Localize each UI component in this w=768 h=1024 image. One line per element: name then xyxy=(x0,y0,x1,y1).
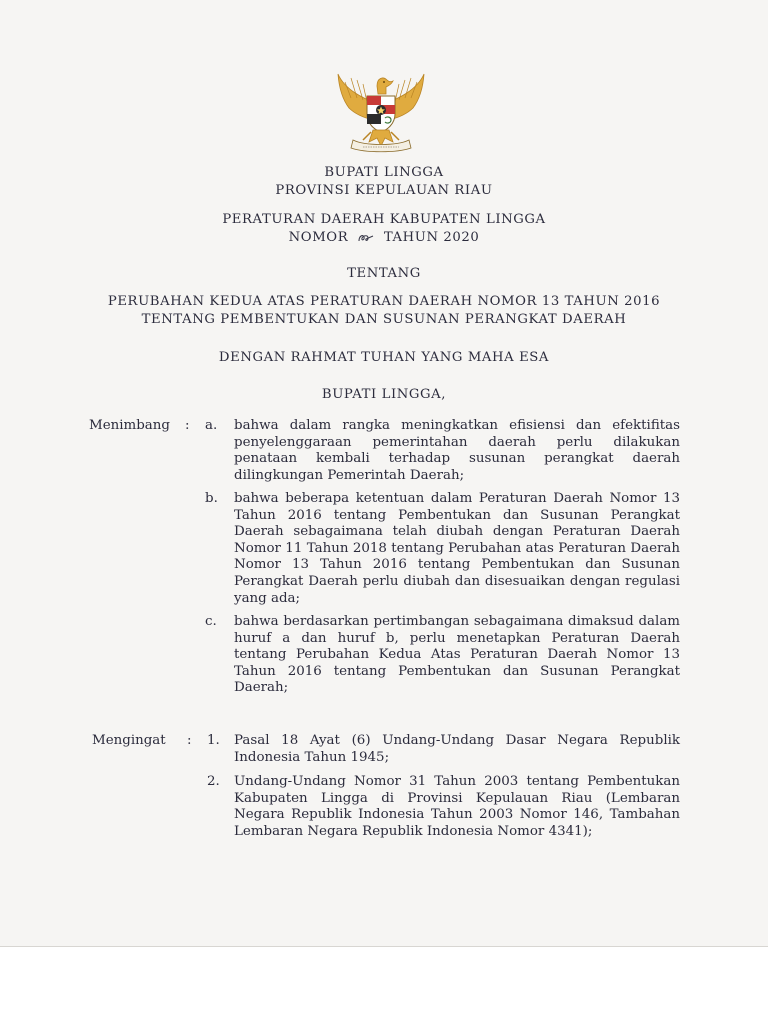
mengingat-marker-1: 1. xyxy=(207,733,220,748)
nomor-prefix: NOMOR xyxy=(288,230,349,245)
mengingat-item-2: Undang-Undang Nomor 31 Tahun 2003 tentang Pembentukan Kabupaten Lingga di Provinsi Kepulauan Riau (Lembaran Negara Republik Indonesia Tahun 2003 Nomor 146, Tambahan Lembaran Negara Republik Indonesia Nomor 4341); xyxy=(234,774,680,839)
regulation-title-line-2: TENTANG PEMBENTUKAN DAN SUSUNAN PERANGKAT DAERAH xyxy=(141,312,627,327)
menimbang-item-c: bahwa berdasarkan pertimbangan sebagaimana dimaksud dalam huruf a dan huruf b, perlu menetapkan Peraturan Daerah tentang Perubahan Kedua Atas Peraturan Daerah Nomor 13 Tahun 2016 tentang Pembentukan dan Susunan Perangkat Daerah; xyxy=(234,614,680,696)
menimbang-item-b: bahwa beberapa ketentuan dalam Peraturan Daerah Nomor 13 Tahun 2016 tentang Pembentukan dan Susunan Perangkat Daerah sebagaimana telah diubah dengan Peraturan Daerah Nomor 11 Tahun 2018 tentang Perubahan atas Peraturan Daerah Nomor 13 Tahun 2016 tentang Pembentukan dan Susunan Perangkat Daerah perlu diubah dan disesuaikan dengan regulasi yang ada; xyxy=(234,491,680,606)
mengingat-label: Mengingat xyxy=(92,733,166,748)
handwritten-number-mark-icon xyxy=(357,233,375,243)
issuer-province: PROVINSI KEPULAUAN RIAU xyxy=(275,183,493,198)
menimbang-marker-a: a. xyxy=(205,418,218,433)
regulation-title-line-1: PERUBAHAN KEDUA ATAS PERATURAN DAERAH NOMOR 13 TAHUN 2016 xyxy=(107,294,661,309)
mengingat-colon: : xyxy=(187,733,192,748)
mengingat-item-1: Pasal 18 Ayat (6) Undang-Undang Dasar Negara Republik Indonesia Tahun 1945; xyxy=(234,733,680,765)
regulation-type: PERATURAN DAERAH KABUPATEN LINGGA xyxy=(222,212,546,227)
tentang-heading: TENTANG xyxy=(347,266,421,281)
menimbang-colon: : xyxy=(185,418,190,433)
menimbang-marker-b: b. xyxy=(205,491,218,506)
menimbang-item-a: bahwa dalam rangka meningkatkan efisiensi dan efektifitas penyelenggaraan pemerintahan daerah perlu dilakukan penataan kembali terhadap susunan perangkat daerah dilingkungan Pemerintah Daerah; xyxy=(234,418,680,483)
mengingat-marker-2: 2. xyxy=(207,774,220,789)
menimbang-marker-c: c. xyxy=(205,614,217,629)
issuer-title: BUPATI LINGGA xyxy=(324,165,444,180)
menimbang-label: Menimbang xyxy=(89,418,170,433)
regulation-number xyxy=(0,230,768,245)
garuda-pancasila-emblem-icon xyxy=(333,68,429,154)
nomor-suffix: TAHUN 2020 xyxy=(383,230,480,245)
bupati-heading: BUPATI LINGGA, xyxy=(321,387,447,402)
rahmat-clause: DENGAN RAHMAT TUHAN YANG MAHA ESA xyxy=(218,350,550,365)
